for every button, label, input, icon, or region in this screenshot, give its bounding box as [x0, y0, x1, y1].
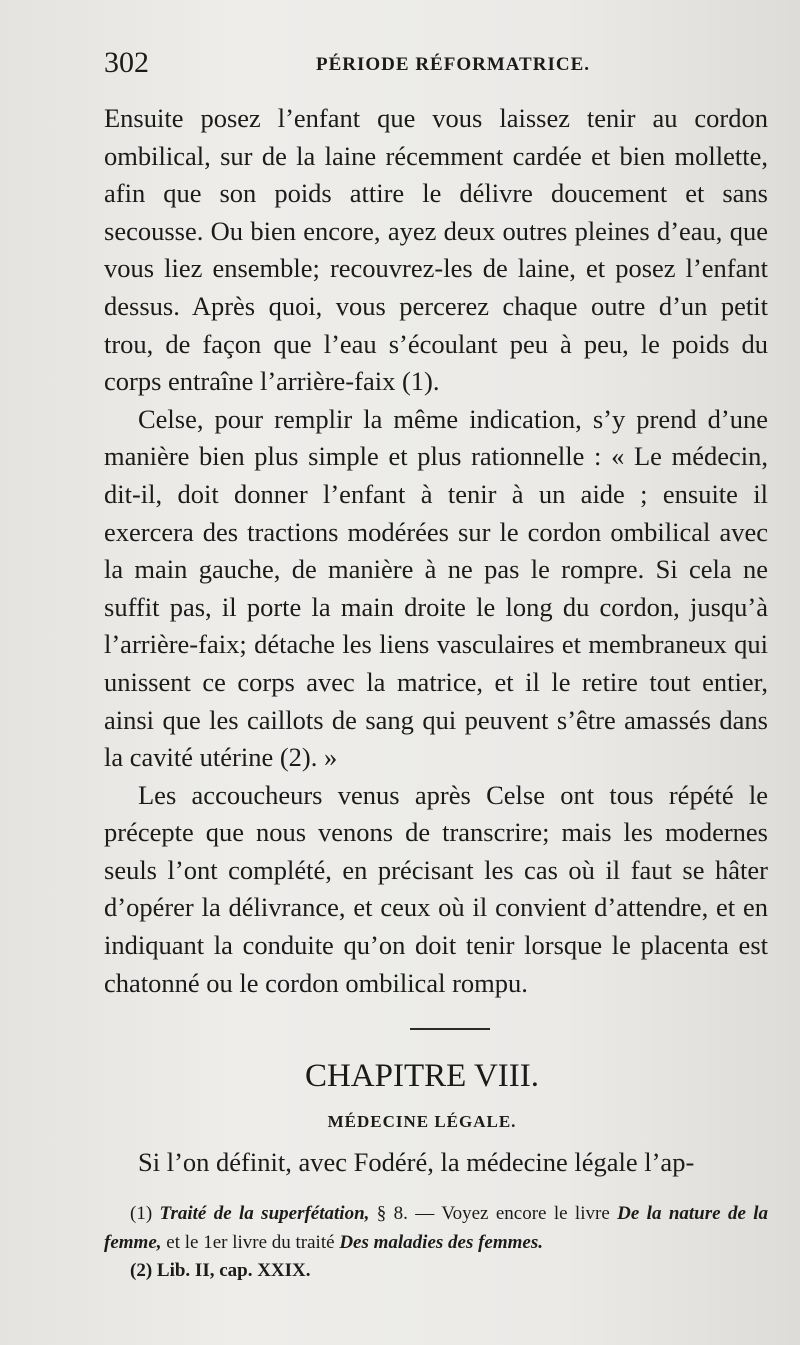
footnote-1-marker: (1): [130, 1203, 153, 1224]
footnote-2: [104, 1257, 768, 1286]
footnotes: [104, 1200, 768, 1286]
footnote-1-text-1: § 8. — Voyez encore le livre: [376, 1203, 610, 1224]
chapter-title: CHAPITRE VIII.: [304, 1058, 540, 1094]
chapter-subtitle: MÉDECINE LÉGALE.: [327, 1112, 517, 1131]
footnote-1-title-2: De la nature de la femme,: [104, 1203, 769, 1253]
footnote-1-title-3: Des maladies des femmes.: [339, 1231, 543, 1253]
running-title: PÉRIODE RÉFORMATRICE.: [316, 54, 590, 75]
chapter-opening-text: Si l’on définit, avec Fodéré, la médecine légale l’ap-: [138, 1147, 695, 1177]
footnote-2-text: (2) Lib. II, cap. XXIX.: [130, 1260, 311, 1281]
body-text: [104, 100, 768, 1002]
section-divider: [410, 1028, 490, 1030]
page-number: 302: [104, 46, 149, 79]
page-header: [104, 46, 764, 82]
paragraph-1: Ensuite posez l’enfant que vous laissez tenir au cordon ombilical, sur de la laine récemment cardée et bien mollette, afin que son poids attire le délivre doucement et sans secousse. Ou bien encore, ayez deux outres pleines d’eau, que vous liez ensemble; recouvrez-les de laine, et posez l’enfant dessus. Après quoi, vous percerez chaque outre d’un petit trou, de façon que l’eau s’écoulant peu à peu, le poids du corps entraîne l’arrière-faix (1).: [104, 103, 768, 397]
paragraph-3: Les accoucheurs venus après Celse ont tous répété le précepte que nous venons de transcrire; mais les modernes seuls l’ont complété, en précisant les cas où il faut se hâter d’opérer la délivrance, et ceux où il convient d’attendre, et en indiquant la conduite qu’on doit tenir lorsque le placenta est chatonné ou le cordon ombilical rompu.: [104, 779, 768, 998]
paragraph-2: Celse, pour remplir la même indication, s’y prend d’une manière bien plus simple et plus rationnelle : « Le médecin, dit-il, doit donner l’enfant à tenir à un aide ; ensuite il exercera des tractions modérées sur le cordon ombilical avec la main gauche, de manière à ne pas le rompre. Si cela ne suffit pas, il porte la main droite le long du cordon, jusqu’à l’arrière-faix; détache les liens vasculaires et membraneux qui unissent ce corps avec la matrice, et il le retire tout entier, ainsi que les caillots de sang qui peuvent s’être amassés dans la cavité utérine (2). »: [104, 403, 768, 773]
footnote-1-text-2: et le 1er livre du traité: [166, 1231, 335, 1253]
footnote-1-title-1: Traité de la superfétation,: [159, 1203, 370, 1224]
footnote-1: [104, 1200, 768, 1257]
